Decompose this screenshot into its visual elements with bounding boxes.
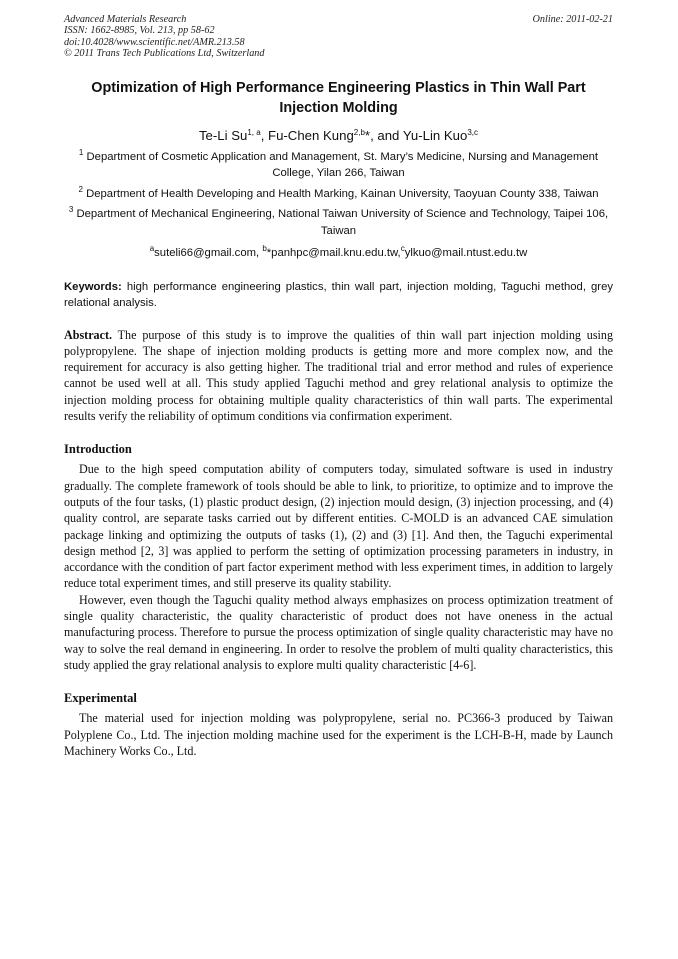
section-heading-experimental: Experimental	[64, 691, 137, 706]
body-paragraph: However, even though the Taguchi quality method always emphasizes on process optimization treatment of single quality characteristic, the quality characteristic of product does not have oneness in the actual manufacturing process. Therefore to pursue the process optimization of single quality characteristic may have no way to solve the real demand in engineering. In order to resolve the problem of multi quality characteristics, this study applied the gray relational analysis to explore multi quality characteristic [4-6].	[64, 592, 613, 672]
keywords-label: Keywords:	[64, 280, 122, 293]
affiliation-text: Department of Cosmetic Application and Management, St. Mary’s Medicine, Nursing and Management College, Yilan 266, Taiwan	[86, 150, 599, 180]
copyright-line: © 2011 Trans Tech Publications Ltd, Switzerland	[64, 48, 265, 60]
author-affil-sup: 2,b	[353, 127, 365, 137]
abstract-text: The purpose of this study is to improve the qualities of thin wall part injection molding using polypropylene. The shape of injection molding products is getting more and more complex now, and the requirement for accuracy is also getting higher. The traditional trial and error method and rules of experience cannot be used well at all. This study applied Taguchi method and grey relational analysis to optimize the injection molding process for obtaining multiple quality characteristics of thin wall parts. The experimental results verify the reliability of optimum conditions via confirmation experiment.	[64, 327, 613, 424]
affiliation-2	[64, 186, 613, 203]
email-sup: b	[262, 243, 267, 253]
body-paragraph: The material used for injection molding was polypropylene, serial no. PC366-3 produced by Taiwan Polyplene Co., Ltd. The injection molding machine used for the experiment is the LCH-B-H, made by Launch Machinery Works Co., Ltd.	[64, 711, 613, 758]
abstract	[64, 327, 613, 425]
journal-name: Advanced Materials Research	[64, 14, 187, 25]
author-name: Fu-Chen Kung	[268, 127, 354, 143]
email-sup: a	[149, 243, 155, 253]
affiliation-number: 1	[78, 147, 84, 157]
online-date: Online: 2011-02-21	[532, 14, 613, 25]
doi-line: doi:10.4028/www.scientific.net/AMR.213.58	[64, 36, 245, 48]
author-name: Te-Li Su	[198, 127, 248, 143]
keywords	[64, 279, 613, 312]
email-address: suteli66@gmail.com,	[154, 246, 263, 259]
body-paragraph: Due to the high speed computation ability of computers today, simulated software is used in industry gradually. The complete framework of tools should be able to link, to prioritize, to optimize and to improve the outputs of the four tasks, (1) plastic product design, (2) injection mould design, (3) injection processing, and (4) quality control, are separate tasks carried out by different entities. C-MOLD is an advanced CAE simulation package linking and optimizing the outputs of tasks (1), (2) and (3) [1]. And then, the Taguchi experimental design method [2, 3] was applied to perform the setting of optimization processing parameters in industry, in accordance with the condition of part factor experiment method with less experiment times, in addition to largely reduce total experiment times, and still preserve its quality stability.	[64, 462, 613, 591]
author-name: Yu-Lin Kuo	[402, 127, 468, 143]
author-separator: ,	[260, 127, 269, 143]
paper-title: Optimization of High Performance Engineering Plastics in Thin Wall Part Injection Molding	[91, 79, 586, 116]
email-address: *panhpc@mail.knu.edu.tw,	[266, 246, 401, 259]
author-emails	[64, 245, 613, 261]
abstract-label: Abstract.	[64, 327, 113, 342]
affiliation-number: 2	[78, 184, 83, 194]
author-affil-sup: 3,c	[467, 127, 479, 137]
author-list	[64, 127, 613, 145]
email-address: ylkuo@mail.ntust.edu.tw	[404, 246, 528, 259]
keywords-text: high performance engineering plastics, thin wall part, injection molding, Taguchi method, grey relational analysis.	[64, 280, 613, 310]
section-heading-introduction: Introduction	[64, 442, 132, 457]
author-affil-sup: 1, a	[247, 127, 261, 137]
journal-header	[64, 14, 613, 60]
paper-page	[64, 14, 613, 759]
affiliation-text: Department of Mechanical Engineering, National Taiwan University of Science and Technology, Taipei 106, Taiwan	[76, 208, 609, 237]
affiliation-number: 3	[68, 205, 74, 215]
corresponding-star: *	[364, 127, 371, 143]
email-sup: c	[400, 243, 405, 253]
affiliation-3	[64, 206, 613, 239]
author-separator: , and	[370, 127, 403, 143]
affiliation-1	[64, 149, 613, 182]
affiliation-text: Department of Health Developing and Health Marking, Kainan University, Taoyuan County 338, Taiwan	[86, 187, 599, 200]
issn-line: ISSN: 1662-8985, Vol. 213, pp 58-62	[64, 25, 215, 37]
